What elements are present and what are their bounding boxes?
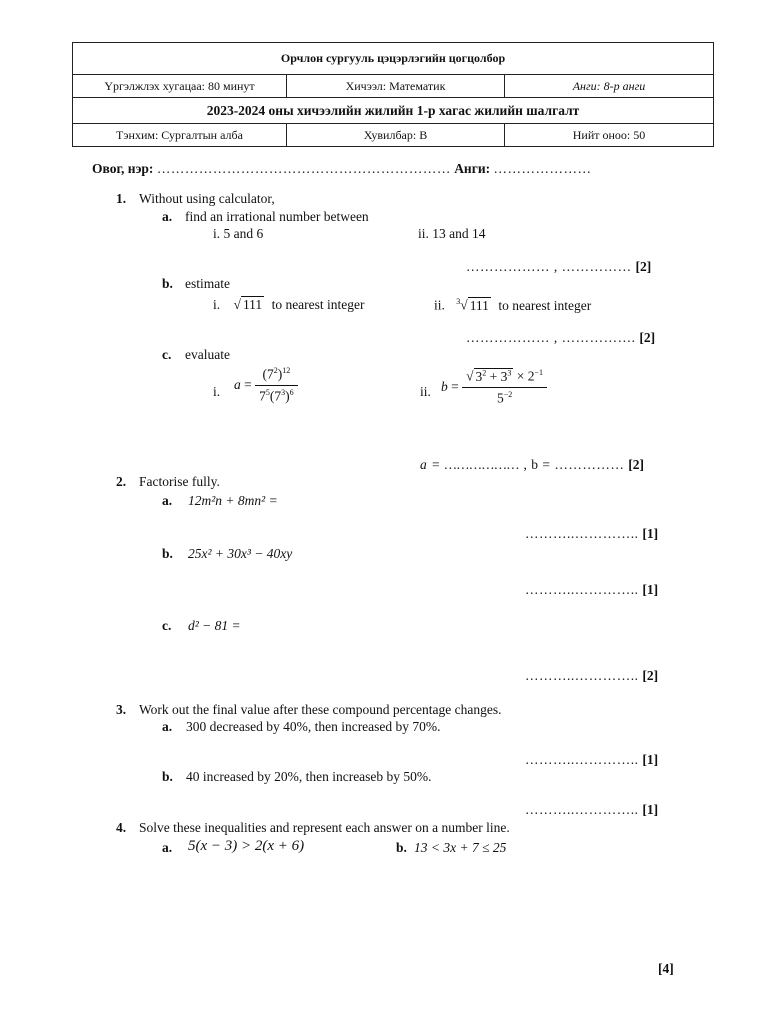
q2c-marks: [2] [642, 668, 659, 683]
q2c-expression: d² − 81 = [188, 618, 241, 633]
q2c-label: c. [162, 618, 172, 633]
q3a-label: a. [162, 719, 173, 734]
q2b-answer[interactable]: ………..………….. [525, 582, 643, 597]
q4a-label: a. [162, 840, 173, 855]
q3a-answer[interactable]: ………..………….. [525, 752, 643, 767]
grade: Анги: 8-р анги [505, 75, 714, 98]
q1b-i-label: i. [213, 297, 221, 312]
q1b-ii: ii. $^3$√ 111 to nearest integer [434, 297, 592, 313]
q3-text: Work out the final value after these compound percentage changes. [139, 702, 502, 717]
q2a-expression: 12m²n + 8mn² = [188, 493, 278, 508]
q1b-ii-radicand: 111 [469, 297, 489, 313]
q4a-expression: 5(x − 3) > 2(x + 6) [188, 838, 305, 854]
q1a-label: a. [162, 209, 173, 224]
q1c-answer-a[interactable]: a = ……………… [420, 457, 524, 472]
q4b-expression: 13 < 3x + 7 ≤ 25 [414, 840, 507, 855]
q2c-answer[interactable]: ………..………….. [525, 668, 643, 683]
q2a-answer[interactable]: ………..………….. [525, 526, 643, 541]
exam-header-table [72, 42, 714, 147]
q3a-text: 300 decreased by 40%, then increased by 70%. [186, 719, 441, 734]
q1b-label: b. [162, 276, 173, 291]
q1-number: 1. [116, 191, 127, 206]
q1a-i: i. 5 and 6 [213, 226, 264, 241]
q1b-text: estimate [185, 276, 230, 291]
q3-number: 3. [116, 702, 127, 717]
name-label: Овог, нэр: [92, 161, 154, 176]
q1b-marks: [2] [639, 330, 656, 345]
q1c-i-label: i. [213, 384, 221, 399]
school-name: Орчлон сургууль цэцэрлэгийн цогцолбор [73, 43, 714, 75]
q1c-label: c. [162, 347, 172, 362]
q1b-i: i. √ 111 to nearest integer [213, 297, 365, 312]
student-info-line [92, 161, 592, 177]
duration: Үргэлжлэх хугацаа: 80 минут [73, 75, 287, 98]
q2a-label: a. [162, 493, 173, 508]
q4-marks: [4] [658, 961, 674, 976]
q1c-marks: [2] [628, 457, 645, 472]
q1b-ii-label: ii. [434, 297, 445, 313]
q4-number: 4. [116, 820, 127, 835]
q1a-text: find an irrational number between [185, 209, 369, 224]
q2b-expression: 25x² + 30x³ − 40xy [188, 546, 293, 561]
q1a-ii: ii. 13 and 14 [418, 226, 486, 241]
q3b-label: b. [162, 769, 173, 784]
q4b-label: b. [396, 840, 407, 855]
q1-text: Without using calculator, [139, 191, 275, 206]
name-field[interactable]: ……………………………………………………… [156, 161, 451, 176]
q1c-ii-expression: b = $\frac{√ 3^2 + 3^3 \times 2^{-1}}{5^{-2}}$ [441, 368, 547, 406]
q3b-answer[interactable]: ………..………….. [525, 802, 643, 817]
q1c-i-expression: a = $\frac{(7^2)^{12}}{7^5(7^3)^6}$ [234, 366, 298, 404]
q2-number: 2. [116, 474, 127, 489]
q1c-answer-b[interactable]: , b = …………… [523, 457, 629, 472]
q1b-ii-text: to nearest integer [498, 297, 592, 313]
q2b-label: b. [162, 546, 173, 561]
variant: Хувилбар: B [287, 124, 505, 147]
class-label: Анги: [454, 161, 491, 176]
q1b-i-radicand: 111 [242, 297, 263, 312]
q1c-text: evaluate [185, 347, 230, 362]
q2a-marks: [1] [642, 526, 659, 541]
q4-text: Solve these inequalities and represent each answer on a number line. [139, 820, 510, 835]
subject: Хичээл: Математик [287, 75, 505, 98]
q1a-marks: [2] [635, 259, 652, 274]
exam-title: 2023-2024 оны хичээлийн жилийн 1-р хагас жилийн шалгалт [73, 98, 714, 124]
q2-text: Factorise fully. [139, 474, 220, 489]
q1b-answer[interactable]: ……………… , ……………. [466, 330, 640, 345]
class-field[interactable]: ………………… [493, 161, 592, 176]
q1b-i-text: to nearest integer [271, 297, 365, 312]
q3b-marks: [1] [642, 802, 659, 817]
q3a-marks: [1] [642, 752, 659, 767]
total-score: Нийт оноо: 50 [505, 124, 714, 147]
q2b-marks: [1] [642, 582, 659, 597]
q1b-ii-index: 3 [456, 297, 461, 306]
q1a-answer[interactable]: ……………… , …………… [466, 259, 636, 274]
department: Тэнхим: Сургалтын алба [73, 124, 287, 147]
q3b-text: 40 increased by 20%, then increaseb by 50%. [186, 769, 432, 784]
q1c-ii-label: ii. [420, 384, 431, 399]
